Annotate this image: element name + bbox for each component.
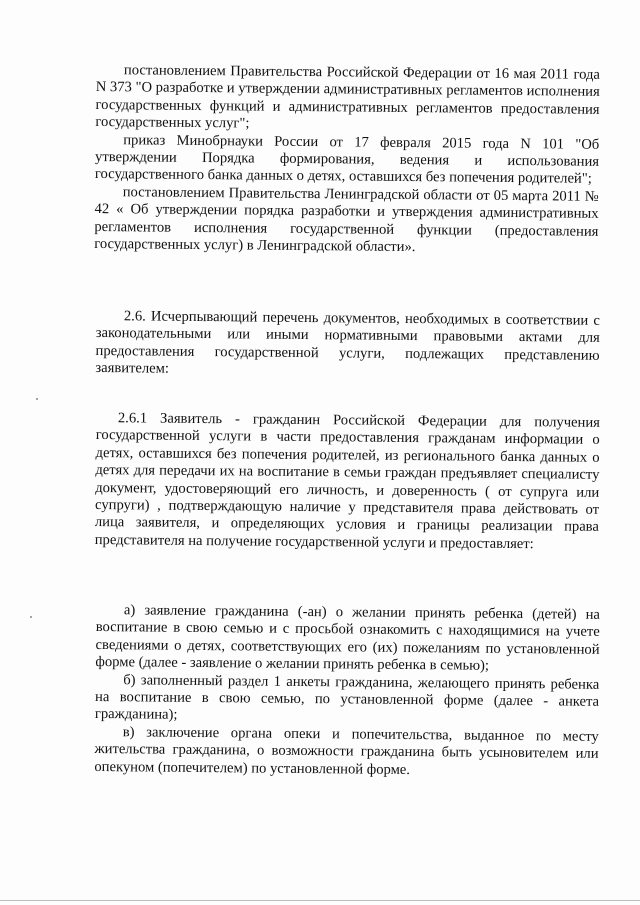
paragraph-resolution-42: постановлением Правительства Ленинградской области от 05 марта 2011 № 42 « Об утверждении порядка разработки и утверждения административных регламентов исполнения государственной функции (предоставления государственных услуг) в Ленинградской области». — [94, 184, 599, 256]
scan-speck — [36, 398, 38, 400]
items-block — [94, 602, 600, 781]
paragraph-order-101: приказ Минобрнауки России от 17 февраля 2015 года N 101 "Об утверждении Порядка формирования, ведения и использования государственного банка данных о детях, оставшихся без попечения родителей"; — [94, 131, 600, 188]
paragraph-section-2-6: 2.6. Исчерпывающий перечень документов, необходимых в соответствии с законодательными или иными нормативными правовыми актами для предоставления государственной услуги, подлежащих представлению заявителем: — [95, 308, 600, 377]
section-2-6-block — [95, 308, 600, 382]
paragraph-section-2-6-1: 2.6.1 Заявитель - гражданин Российской Федерации для получения государственной услуги в части предоставления гражданам информации о детях, оставшихся без попечения родителей, из регионального банка данных о детях для передачи их на воспитание в семьи граждан предъявляет специалисту документ, удостоверяющий его личность, и доверенность ( от супруга или супруги) , подтверждающую наличие у представителя права действовать от лица заявителя, и определяющих условия и границы реализации права представителя на получение государственной услуги и предоставляет: — [94, 410, 600, 553]
legal-basis-block — [94, 62, 600, 258]
scan-edge-line — [0, 900, 640, 901]
section-2-6-1-block — [95, 410, 600, 554]
list-item-b: б) заполненный раздел 1 анкеты гражданина, желающего принять ребенка на воспитание в свою семью, по установленной форме (далее - анкета гражданина); — [94, 671, 600, 724]
scan-speck — [30, 616, 32, 618]
list-item-c: в) заключение органа опеки и попечительства, выданное по месту жительства гражданина, о возможности гражданина быть усыновителем или опекуном (попечителем) по установленной форме. — [94, 724, 599, 778]
list-item-a: а) заявление гражданина (-ан) о желании принять ребенка (детей) на воспитание в свою семью и с просьбой ознакомить с находящимися на учете сведениями о детях, соответствующих его (их) пожеланиям по установленной форме (далее - заявление о желании принять ребенка в семью); — [95, 602, 600, 674]
paragraph-resolution-373: постановлением Правительства Российской Федерации от 16 мая 2011 года N 373 "О разработке и утверждении административных регламентов исполнения государственных функций и административных регламентов предоставления государственных услуг"; — [95, 62, 600, 132]
